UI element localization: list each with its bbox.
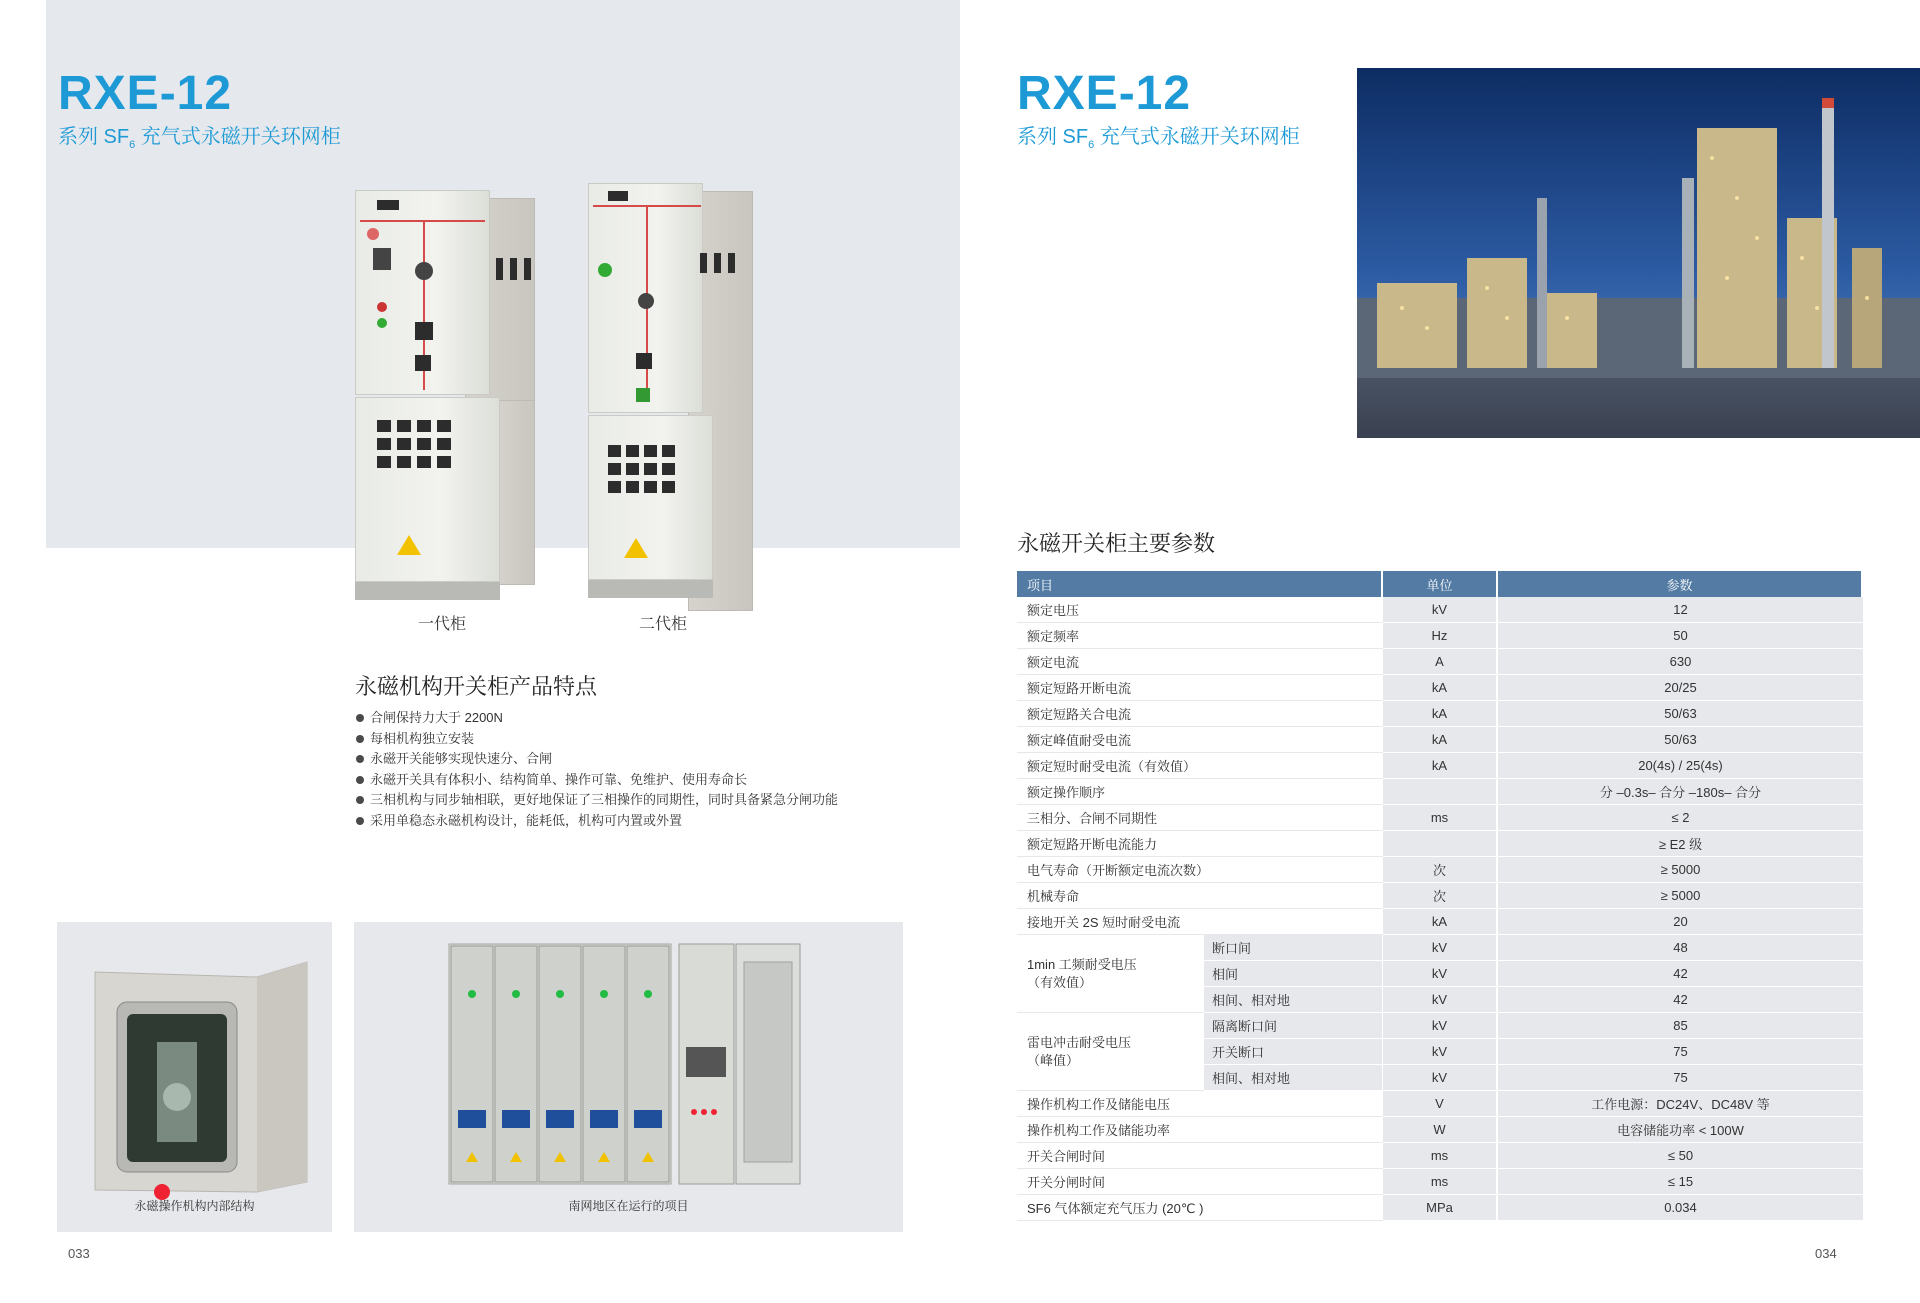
row-sub-item: 相间: [1204, 961, 1383, 987]
row-unit: kV: [1383, 1065, 1498, 1091]
table-row: [1017, 623, 1863, 649]
row-item: SF6 气体额定充气压力 (20℃ ): [1017, 1195, 1383, 1221]
row-sub-item: 开关断口: [1204, 1039, 1383, 1065]
row-item: 额定短时耐受电流（有效值）: [1017, 753, 1383, 779]
row-unit: kV: [1383, 597, 1498, 623]
row-item: 接地开关 2S 短时耐受电流: [1017, 909, 1383, 935]
page-subtitle: 系列 $SF_6$ 充气式永磁开关环网柜: [1017, 126, 1300, 151]
project-photo-panel: [354, 922, 903, 1232]
row-item: 额定操作顺序: [1017, 779, 1383, 805]
table-row: [1017, 597, 1863, 623]
row-value: ≥ 5000: [1498, 857, 1863, 883]
row-unit: V: [1383, 1091, 1498, 1117]
row-item: 操作机构工作及储能功率: [1017, 1117, 1383, 1143]
row-unit: kA: [1383, 753, 1498, 779]
row-value: 50: [1498, 623, 1863, 649]
cabinet-gen1-image: [355, 190, 535, 600]
row-value: 48: [1498, 935, 1863, 961]
row-value: 75: [1498, 1039, 1863, 1065]
page-subtitle: 系列 $SF_6$ 充气式永磁开关环网柜: [58, 126, 341, 151]
row-value: 50/63: [1498, 701, 1863, 727]
row-unit: kA: [1383, 701, 1498, 727]
row-item: 机械寿命: [1017, 883, 1383, 909]
row-item: 开关分闸时间: [1017, 1169, 1383, 1195]
row-value: ≤ 50: [1498, 1143, 1863, 1169]
row-value: ≥ 5000: [1498, 883, 1863, 909]
row-sub-item: 断口间: [1204, 935, 1383, 961]
table-header-row: [1017, 571, 1863, 597]
feature-item: 永磁开关能够实现快速分、合闸: [354, 749, 838, 770]
row-value: 42: [1498, 961, 1863, 987]
row-item: 电气寿命（开断额定电流次数）: [1017, 857, 1383, 883]
row-item: 额定电压: [1017, 597, 1383, 623]
table-row: [1017, 779, 1863, 805]
mechanism-photo: [57, 922, 332, 1204]
table-row: [1017, 1143, 1863, 1169]
row-unit: kV: [1383, 1039, 1498, 1065]
table-row: [1017, 935, 1863, 961]
features-list: [354, 708, 838, 831]
row-value: 20(4s) / 25(4s): [1498, 753, 1863, 779]
mechanism-photo-caption: 永磁操作机构内部结构: [134, 1199, 255, 1213]
row-unit: [1383, 779, 1498, 805]
row-item: 额定峰值耐受电流: [1017, 727, 1383, 753]
table-row: [1017, 727, 1863, 753]
row-item: 额定频率: [1017, 623, 1383, 649]
table-row: [1017, 1117, 1863, 1143]
project-photo: [354, 922, 903, 1204]
row-item: 额定短路开断电流: [1017, 675, 1383, 701]
project-photo-caption: 南网地区在运行的项目: [568, 1199, 689, 1213]
table-row: [1017, 831, 1863, 857]
row-unit: kV: [1383, 961, 1498, 987]
row-unit: Hz: [1383, 623, 1498, 649]
row-value: 50/63: [1498, 727, 1863, 753]
row-item: 操作机构工作及储能电压: [1017, 1091, 1383, 1117]
header-value: 参数: [1498, 571, 1863, 597]
table-row: [1017, 675, 1863, 701]
table-row: [1017, 883, 1863, 909]
row-unit: kA: [1383, 909, 1498, 935]
row-unit: [1383, 831, 1498, 857]
row-value: 75: [1498, 1065, 1863, 1091]
mechanism-photo-panel: [57, 922, 332, 1232]
table-row: [1017, 649, 1863, 675]
group-label: 1min 工频耐受电压 （有效值）: [1017, 935, 1204, 1013]
table-row: [1017, 909, 1863, 935]
table-row: [1017, 1091, 1863, 1117]
table-row: [1017, 701, 1863, 727]
page-number-right: 034: [1815, 1246, 1837, 1261]
features-heading: 永磁机构开关柜产品特点: [355, 674, 598, 699]
row-value: ≤ 2: [1498, 805, 1863, 831]
row-value: 0.034: [1498, 1195, 1863, 1221]
row-unit: MPa: [1383, 1195, 1498, 1221]
row-unit: kV: [1383, 987, 1498, 1013]
row-unit: ms: [1383, 1143, 1498, 1169]
row-item: 额定短路开断电流能力: [1017, 831, 1383, 857]
row-unit: 次: [1383, 857, 1498, 883]
table-heading: 永磁开关柜主要参数: [1017, 531, 1216, 556]
row-value: ≥ E2 级: [1498, 831, 1863, 857]
row-item: 开关合闸时间: [1017, 1143, 1383, 1169]
row-sub-item: 相间、相对地: [1204, 987, 1383, 1013]
cabinet-gen1-caption: 一代柜: [417, 616, 466, 633]
row-item: 额定短路关合电流: [1017, 701, 1383, 727]
cabinet-gen2-image: [588, 183, 753, 598]
page-title: RXE-12: [1017, 67, 1192, 120]
row-item: 三相分、合闸不同期性: [1017, 805, 1383, 831]
row-sub-item: 相间、相对地: [1204, 1065, 1383, 1091]
row-value: 12: [1498, 597, 1863, 623]
feature-item: 合闸保持力大于 2200N: [354, 708, 838, 729]
page-number-left: 033: [68, 1246, 90, 1261]
row-unit: kV: [1383, 1013, 1498, 1039]
cabinet-gen2-caption: 二代柜: [638, 616, 687, 633]
table-row: [1017, 753, 1863, 779]
row-unit: ms: [1383, 1169, 1498, 1195]
row-value: 20/25: [1498, 675, 1863, 701]
row-value: 电容储能功率 < 100W: [1498, 1117, 1863, 1143]
row-sub-item: 隔离断口间: [1204, 1013, 1383, 1039]
table-row: [1017, 805, 1863, 831]
row-unit: kV: [1383, 935, 1498, 961]
refinery-photo: [1357, 68, 1920, 438]
table-row: [1017, 1169, 1863, 1195]
row-unit: kA: [1383, 727, 1498, 753]
table-row: [1017, 1013, 1863, 1039]
feature-item: 采用单稳态永磁机构设计，能耗低，机构可内置或外置: [354, 811, 838, 832]
feature-item: 永磁开关具有体积小、结构简单、操作可靠、免维护、使用寿命长: [354, 770, 838, 791]
row-value: 分 –0.3s– 合分 –180s– 合分: [1498, 779, 1863, 805]
row-value: 630: [1498, 649, 1863, 675]
row-unit: ms: [1383, 805, 1498, 831]
row-unit: A: [1383, 649, 1498, 675]
row-unit: W: [1383, 1117, 1498, 1143]
table-row: [1017, 1195, 1863, 1221]
group-label: 雷电冲击耐受电压 （峰值）: [1017, 1013, 1204, 1091]
feature-item: 三相机构与同步轴相联，更好地保证了三相操作的同期性，同时具备紧急分闸功能: [354, 790, 838, 811]
row-value: 85: [1498, 1013, 1863, 1039]
row-item: 额定电流: [1017, 649, 1383, 675]
row-value: 20: [1498, 909, 1863, 935]
row-value: ≤ 15: [1498, 1169, 1863, 1195]
header-unit: 单位: [1383, 571, 1498, 597]
parameter-table: [1017, 571, 1863, 1221]
feature-item: 每相机构独立安装: [354, 729, 838, 750]
row-value: 42: [1498, 987, 1863, 1013]
row-unit: kA: [1383, 675, 1498, 701]
header-item: 项目: [1017, 571, 1383, 597]
row-unit: 次: [1383, 883, 1498, 909]
page-title: RXE-12: [58, 67, 233, 120]
row-value: 工作电源：DC24V、DC48V 等: [1498, 1091, 1863, 1117]
table-row: [1017, 857, 1863, 883]
